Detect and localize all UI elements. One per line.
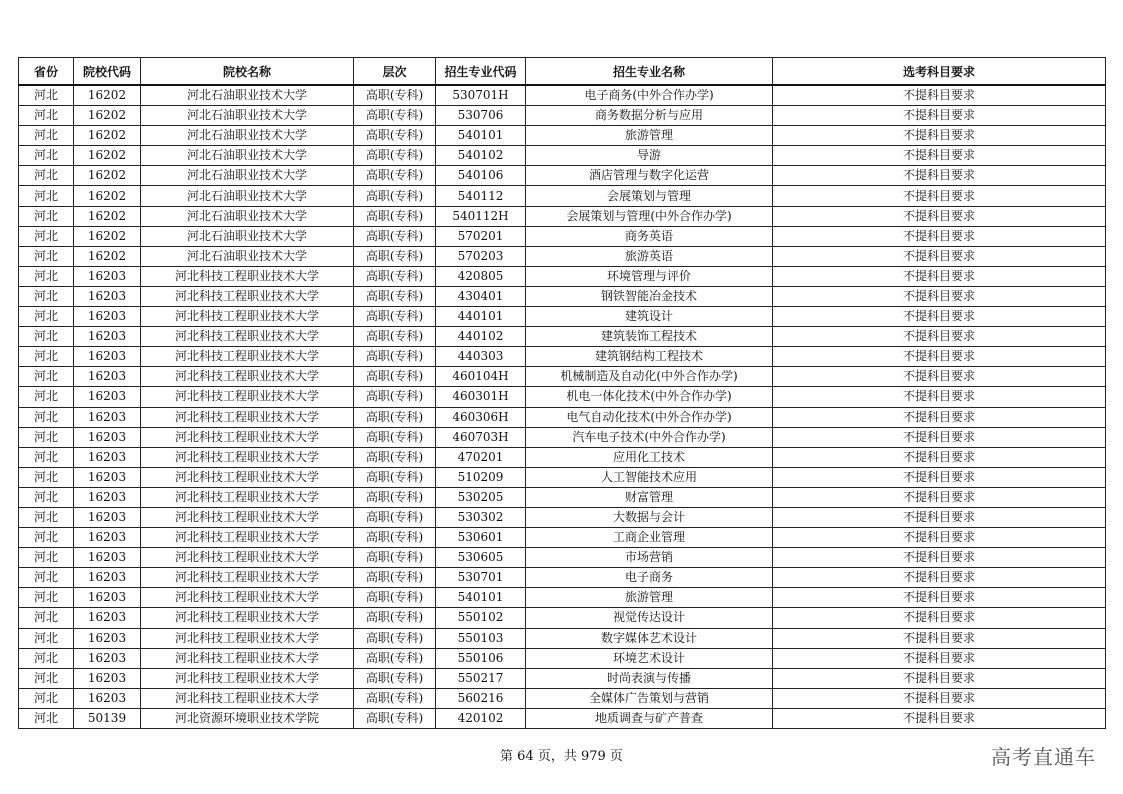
cell-school-code: 16203 bbox=[74, 427, 141, 447]
cell-major-code: 430401 bbox=[436, 286, 526, 306]
cell-school-name: 河北科技工程职业技术大学 bbox=[141, 628, 354, 648]
table-row bbox=[19, 407, 1106, 427]
cell-level: 高职(专科) bbox=[354, 407, 436, 427]
cell-level: 高职(专科) bbox=[354, 367, 436, 387]
cell-school-name: 河北科技工程职业技术大学 bbox=[141, 427, 354, 447]
cell-subject-requirement: 不提科目要求 bbox=[773, 507, 1106, 527]
table-row bbox=[19, 367, 1106, 387]
cell-level: 高职(专科) bbox=[354, 507, 436, 527]
cell-school-code: 16203 bbox=[74, 286, 141, 306]
cell-school-code: 16202 bbox=[74, 106, 141, 126]
watermark-logo-text: 高考直通车 bbox=[991, 745, 1096, 769]
cell-school-code: 16203 bbox=[74, 628, 141, 648]
cell-province: 河北 bbox=[19, 146, 74, 166]
cell-major-name: 旅游管理 bbox=[526, 588, 773, 608]
page-number: 第 64 页，共 979 页 bbox=[500, 749, 623, 764]
cell-school-code: 16203 bbox=[74, 407, 141, 427]
cell-major-name: 建筑钢结构工程技术 bbox=[526, 347, 773, 367]
cell-province: 河北 bbox=[19, 166, 74, 186]
table-row bbox=[19, 608, 1106, 628]
cell-province: 河北 bbox=[19, 447, 74, 467]
cell-major-name: 市场营销 bbox=[526, 548, 773, 568]
cell-school-name: 河北石油职业技术大学 bbox=[141, 206, 354, 226]
header-major-code: 招生专业代码 bbox=[436, 58, 526, 86]
cell-school-name: 河北科技工程职业技术大学 bbox=[141, 568, 354, 588]
cell-level: 高职(专科) bbox=[354, 266, 436, 286]
cell-province: 河北 bbox=[19, 286, 74, 306]
cell-subject-requirement: 不提科目要求 bbox=[773, 628, 1106, 648]
cell-school-code: 16203 bbox=[74, 648, 141, 668]
table-row bbox=[19, 286, 1106, 306]
cell-major-name: 地质调查与矿产普查 bbox=[526, 708, 773, 728]
cell-school-code: 16202 bbox=[74, 85, 141, 106]
cell-level: 高职(专科) bbox=[354, 487, 436, 507]
cell-level: 高职(专科) bbox=[354, 146, 436, 166]
cell-level: 高职(专科) bbox=[354, 648, 436, 668]
cell-major-name: 环境管理与评价 bbox=[526, 266, 773, 286]
cell-major-name: 机械制造及自动化(中外合作办学) bbox=[526, 367, 773, 387]
header-level: 层次 bbox=[354, 58, 436, 86]
cell-province: 河北 bbox=[19, 688, 74, 708]
header-province: 省份 bbox=[19, 58, 74, 86]
cell-school-name: 河北石油职业技术大学 bbox=[141, 226, 354, 246]
cell-major-code: 570201 bbox=[436, 226, 526, 246]
table-row bbox=[19, 186, 1106, 206]
cell-level: 高职(专科) bbox=[354, 568, 436, 588]
cell-province: 河北 bbox=[19, 648, 74, 668]
table-row bbox=[19, 307, 1106, 327]
header-subject-requirement: 选考科目要求 bbox=[773, 58, 1106, 86]
table-row bbox=[19, 347, 1106, 367]
cell-major-code: 540106 bbox=[436, 166, 526, 186]
table-row bbox=[19, 548, 1106, 568]
cell-major-name: 机电一体化技术(中外合作办学) bbox=[526, 387, 773, 407]
cell-major-code: 540101 bbox=[436, 588, 526, 608]
cell-subject-requirement: 不提科目要求 bbox=[773, 648, 1106, 668]
table-row bbox=[19, 327, 1106, 347]
cell-school-code: 16203 bbox=[74, 688, 141, 708]
cell-subject-requirement: 不提科目要求 bbox=[773, 226, 1106, 246]
cell-school-code: 16203 bbox=[74, 347, 141, 367]
cell-level: 高职(专科) bbox=[354, 588, 436, 608]
cell-province: 河北 bbox=[19, 628, 74, 648]
cell-major-code: 420805 bbox=[436, 266, 526, 286]
cell-school-code: 16203 bbox=[74, 447, 141, 467]
cell-school-name: 河北石油职业技术大学 bbox=[141, 106, 354, 126]
cell-school-code: 16202 bbox=[74, 206, 141, 226]
cell-major-name: 视觉传达设计 bbox=[526, 608, 773, 628]
cell-school-code: 16203 bbox=[74, 568, 141, 588]
table-row bbox=[19, 628, 1106, 648]
cell-school-code: 16203 bbox=[74, 487, 141, 507]
cell-school-name: 河北科技工程职业技术大学 bbox=[141, 347, 354, 367]
table-row bbox=[19, 588, 1106, 608]
cell-school-name: 河北科技工程职业技术大学 bbox=[141, 507, 354, 527]
cell-major-code: 540101 bbox=[436, 126, 526, 146]
cell-major-name: 商务英语 bbox=[526, 226, 773, 246]
table-row bbox=[19, 206, 1106, 226]
cell-province: 河北 bbox=[19, 387, 74, 407]
cell-level: 高职(专科) bbox=[354, 608, 436, 628]
table-row bbox=[19, 146, 1106, 166]
cell-major-name: 电气自动化技术(中外合作办学) bbox=[526, 407, 773, 427]
cell-subject-requirement: 不提科目要求 bbox=[773, 608, 1106, 628]
cell-major-code: 540102 bbox=[436, 146, 526, 166]
cell-school-code: 16203 bbox=[74, 266, 141, 286]
header-school-name: 院校名称 bbox=[141, 58, 354, 86]
cell-major-name: 时尚表演与传播 bbox=[526, 668, 773, 688]
cell-major-code: 420102 bbox=[436, 708, 526, 728]
cell-level: 高职(专科) bbox=[354, 106, 436, 126]
cell-school-code: 50139 bbox=[74, 708, 141, 728]
cell-school-name: 河北科技工程职业技术大学 bbox=[141, 387, 354, 407]
cell-school-name: 河北科技工程职业技术大学 bbox=[141, 648, 354, 668]
cell-subject-requirement: 不提科目要求 bbox=[773, 548, 1106, 568]
cell-major-name: 建筑装饰工程技术 bbox=[526, 327, 773, 347]
cell-subject-requirement: 不提科目要求 bbox=[773, 387, 1106, 407]
table-row bbox=[19, 528, 1106, 548]
cell-level: 高职(专科) bbox=[354, 347, 436, 367]
cell-school-code: 16202 bbox=[74, 186, 141, 206]
cell-province: 河北 bbox=[19, 126, 74, 146]
cell-province: 河北 bbox=[19, 367, 74, 387]
table-row bbox=[19, 507, 1106, 527]
cell-major-name: 会展策划与管理(中外合作办学) bbox=[526, 206, 773, 226]
cell-major-code: 460301H bbox=[436, 387, 526, 407]
cell-subject-requirement: 不提科目要求 bbox=[773, 528, 1106, 548]
cell-province: 河北 bbox=[19, 487, 74, 507]
cell-major-name: 钢铁智能冶金技术 bbox=[526, 286, 773, 306]
cell-school-name: 河北科技工程职业技术大学 bbox=[141, 608, 354, 628]
cell-school-name: 河北科技工程职业技术大学 bbox=[141, 588, 354, 608]
cell-level: 高职(专科) bbox=[354, 85, 436, 106]
cell-level: 高职(专科) bbox=[354, 447, 436, 467]
cell-level: 高职(专科) bbox=[354, 186, 436, 206]
cell-major-code: 530605 bbox=[436, 548, 526, 568]
cell-school-code: 16202 bbox=[74, 166, 141, 186]
table-row bbox=[19, 246, 1106, 266]
cell-subject-requirement: 不提科目要求 bbox=[773, 106, 1106, 126]
cell-level: 高职(专科) bbox=[354, 708, 436, 728]
cell-school-name: 河北科技工程职业技术大学 bbox=[141, 307, 354, 327]
cell-subject-requirement: 不提科目要求 bbox=[773, 85, 1106, 106]
cell-subject-requirement: 不提科目要求 bbox=[773, 126, 1106, 146]
cell-school-name: 河北科技工程职业技术大学 bbox=[141, 286, 354, 306]
cell-major-code: 460306H bbox=[436, 407, 526, 427]
cell-major-code: 550103 bbox=[436, 628, 526, 648]
cell-major-code: 530302 bbox=[436, 507, 526, 527]
cell-school-code: 16203 bbox=[74, 588, 141, 608]
table-row bbox=[19, 387, 1106, 407]
cell-school-code: 16203 bbox=[74, 367, 141, 387]
cell-subject-requirement: 不提科目要求 bbox=[773, 568, 1106, 588]
cell-major-code: 440101 bbox=[436, 307, 526, 327]
cell-province: 河北 bbox=[19, 85, 74, 106]
cell-major-name: 全媒体广告策划与营销 bbox=[526, 688, 773, 708]
table-body bbox=[19, 85, 1106, 729]
cell-major-code: 460703H bbox=[436, 427, 526, 447]
cell-level: 高职(专科) bbox=[354, 528, 436, 548]
cell-subject-requirement: 不提科目要求 bbox=[773, 206, 1106, 226]
cell-major-code: 460104H bbox=[436, 367, 526, 387]
cell-school-name: 河北科技工程职业技术大学 bbox=[141, 668, 354, 688]
table-row bbox=[19, 688, 1106, 708]
cell-level: 高职(专科) bbox=[354, 246, 436, 266]
cell-major-name: 人工智能技术应用 bbox=[526, 467, 773, 487]
cell-province: 河北 bbox=[19, 206, 74, 226]
cell-school-code: 16203 bbox=[74, 327, 141, 347]
cell-subject-requirement: 不提科目要求 bbox=[773, 146, 1106, 166]
cell-subject-requirement: 不提科目要求 bbox=[773, 327, 1106, 347]
cell-province: 河北 bbox=[19, 608, 74, 628]
cell-major-code: 470201 bbox=[436, 447, 526, 467]
cell-subject-requirement: 不提科目要求 bbox=[773, 166, 1106, 186]
cell-major-name: 电子商务 bbox=[526, 568, 773, 588]
table-row bbox=[19, 166, 1106, 186]
cell-province: 河北 bbox=[19, 568, 74, 588]
cell-school-name: 河北石油职业技术大学 bbox=[141, 166, 354, 186]
cell-school-name: 河北资源环境职业技术学院 bbox=[141, 708, 354, 728]
header-row bbox=[19, 58, 1106, 86]
header-major-name: 招生专业名称 bbox=[526, 58, 773, 86]
table-row bbox=[19, 85, 1106, 106]
table-row bbox=[19, 467, 1106, 487]
cell-major-name: 商务数据分析与应用 bbox=[526, 106, 773, 126]
cell-subject-requirement: 不提科目要求 bbox=[773, 367, 1106, 387]
cell-province: 河北 bbox=[19, 427, 74, 447]
admissions-table bbox=[18, 57, 1106, 729]
table-row bbox=[19, 106, 1106, 126]
table-row bbox=[19, 427, 1106, 447]
cell-subject-requirement: 不提科目要求 bbox=[773, 186, 1106, 206]
cell-province: 河北 bbox=[19, 186, 74, 206]
cell-major-name: 导游 bbox=[526, 146, 773, 166]
cell-school-name: 河北石油职业技术大学 bbox=[141, 146, 354, 166]
table-row bbox=[19, 266, 1106, 286]
cell-subject-requirement: 不提科目要求 bbox=[773, 427, 1106, 447]
cell-major-code: 550217 bbox=[436, 668, 526, 688]
cell-major-name: 数字媒体艺术设计 bbox=[526, 628, 773, 648]
cell-province: 河北 bbox=[19, 467, 74, 487]
cell-school-name: 河北科技工程职业技术大学 bbox=[141, 688, 354, 708]
cell-major-code: 530701H bbox=[436, 85, 526, 106]
cell-major-code: 540112H bbox=[436, 206, 526, 226]
cell-subject-requirement: 不提科目要求 bbox=[773, 487, 1106, 507]
cell-province: 河北 bbox=[19, 327, 74, 347]
cell-major-name: 应用化工技术 bbox=[526, 447, 773, 467]
cell-major-code: 530601 bbox=[436, 528, 526, 548]
cell-school-code: 16202 bbox=[74, 226, 141, 246]
cell-subject-requirement: 不提科目要求 bbox=[773, 668, 1106, 688]
cell-province: 河北 bbox=[19, 507, 74, 527]
cell-major-code: 560216 bbox=[436, 688, 526, 708]
cell-school-name: 河北科技工程职业技术大学 bbox=[141, 266, 354, 286]
cell-school-code: 16203 bbox=[74, 528, 141, 548]
cell-major-name: 酒店管理与数字化运营 bbox=[526, 166, 773, 186]
cell-major-name: 环境艺术设计 bbox=[526, 648, 773, 668]
cell-subject-requirement: 不提科目要求 bbox=[773, 246, 1106, 266]
cell-major-name: 会展策划与管理 bbox=[526, 186, 773, 206]
cell-major-code: 550102 bbox=[436, 608, 526, 628]
cell-school-name: 河北科技工程职业技术大学 bbox=[141, 467, 354, 487]
cell-major-code: 530706 bbox=[436, 106, 526, 126]
cell-school-code: 16203 bbox=[74, 387, 141, 407]
cell-subject-requirement: 不提科目要求 bbox=[773, 407, 1106, 427]
cell-subject-requirement: 不提科目要求 bbox=[773, 266, 1106, 286]
cell-school-name: 河北科技工程职业技术大学 bbox=[141, 528, 354, 548]
cell-school-name: 河北科技工程职业技术大学 bbox=[141, 548, 354, 568]
cell-major-name: 旅游管理 bbox=[526, 126, 773, 146]
cell-level: 高职(专科) bbox=[354, 286, 436, 306]
table-row bbox=[19, 126, 1106, 146]
cell-level: 高职(专科) bbox=[354, 307, 436, 327]
cell-level: 高职(专科) bbox=[354, 467, 436, 487]
cell-school-name: 河北科技工程职业技术大学 bbox=[141, 487, 354, 507]
cell-major-name: 财富管理 bbox=[526, 487, 773, 507]
table-row bbox=[19, 668, 1106, 688]
cell-major-name: 电子商务(中外合作办学) bbox=[526, 85, 773, 106]
cell-school-code: 16203 bbox=[74, 467, 141, 487]
table-header bbox=[19, 58, 1106, 86]
cell-subject-requirement: 不提科目要求 bbox=[773, 688, 1106, 708]
cell-province: 河北 bbox=[19, 407, 74, 427]
cell-province: 河北 bbox=[19, 528, 74, 548]
cell-school-code: 16202 bbox=[74, 126, 141, 146]
cell-province: 河北 bbox=[19, 226, 74, 246]
cell-subject-requirement: 不提科目要求 bbox=[773, 307, 1106, 327]
cell-major-code: 530701 bbox=[436, 568, 526, 588]
cell-school-code: 16203 bbox=[74, 668, 141, 688]
table-row bbox=[19, 648, 1106, 668]
cell-level: 高职(专科) bbox=[354, 427, 436, 447]
cell-major-code: 570203 bbox=[436, 246, 526, 266]
cell-level: 高职(专科) bbox=[354, 226, 436, 246]
cell-subject-requirement: 不提科目要求 bbox=[773, 347, 1106, 367]
cell-level: 高职(专科) bbox=[354, 688, 436, 708]
cell-major-code: 440102 bbox=[436, 327, 526, 347]
header-school-code: 院校代码 bbox=[74, 58, 141, 86]
cell-school-name: 河北石油职业技术大学 bbox=[141, 85, 354, 106]
cell-subject-requirement: 不提科目要求 bbox=[773, 286, 1106, 306]
cell-level: 高职(专科) bbox=[354, 327, 436, 347]
cell-school-code: 16203 bbox=[74, 507, 141, 527]
cell-major-code: 510209 bbox=[436, 467, 526, 487]
table-row bbox=[19, 708, 1106, 728]
cell-subject-requirement: 不提科目要求 bbox=[773, 708, 1106, 728]
cell-school-code: 16203 bbox=[74, 608, 141, 628]
cell-province: 河北 bbox=[19, 548, 74, 568]
cell-major-name: 工商企业管理 bbox=[526, 528, 773, 548]
cell-province: 河北 bbox=[19, 347, 74, 367]
table-row bbox=[19, 568, 1106, 588]
table-row bbox=[19, 447, 1106, 467]
cell-province: 河北 bbox=[19, 246, 74, 266]
cell-level: 高职(专科) bbox=[354, 126, 436, 146]
cell-major-code: 550106 bbox=[436, 648, 526, 668]
cell-subject-requirement: 不提科目要求 bbox=[773, 447, 1106, 467]
cell-school-name: 河北石油职业技术大学 bbox=[141, 186, 354, 206]
cell-school-name: 河北科技工程职业技术大学 bbox=[141, 407, 354, 427]
admissions-table-container bbox=[18, 57, 1105, 729]
table-row bbox=[19, 226, 1106, 246]
table-row bbox=[19, 487, 1106, 507]
cell-school-code: 16202 bbox=[74, 146, 141, 166]
cell-school-name: 河北石油职业技术大学 bbox=[141, 246, 354, 266]
cell-level: 高职(专科) bbox=[354, 387, 436, 407]
cell-school-code: 16202 bbox=[74, 246, 141, 266]
cell-subject-requirement: 不提科目要求 bbox=[773, 467, 1106, 487]
cell-school-code: 16203 bbox=[74, 548, 141, 568]
cell-major-name: 旅游英语 bbox=[526, 246, 773, 266]
cell-major-code: 540112 bbox=[436, 186, 526, 206]
cell-province: 河北 bbox=[19, 106, 74, 126]
cell-major-code: 440303 bbox=[436, 347, 526, 367]
cell-school-name: 河北科技工程职业技术大学 bbox=[141, 367, 354, 387]
cell-level: 高职(专科) bbox=[354, 548, 436, 568]
cell-province: 河北 bbox=[19, 588, 74, 608]
cell-level: 高职(专科) bbox=[354, 206, 436, 226]
cell-subject-requirement: 不提科目要求 bbox=[773, 588, 1106, 608]
cell-province: 河北 bbox=[19, 708, 74, 728]
cell-province: 河北 bbox=[19, 307, 74, 327]
cell-major-name: 建筑设计 bbox=[526, 307, 773, 327]
cell-major-name: 汽车电子技术(中外合作办学) bbox=[526, 427, 773, 447]
cell-school-code: 16203 bbox=[74, 307, 141, 327]
cell-school-name: 河北科技工程职业技术大学 bbox=[141, 327, 354, 347]
cell-province: 河北 bbox=[19, 668, 74, 688]
cell-major-code: 530205 bbox=[436, 487, 526, 507]
cell-major-name: 大数据与会计 bbox=[526, 507, 773, 527]
cell-school-name: 河北科技工程职业技术大学 bbox=[141, 447, 354, 467]
cell-level: 高职(专科) bbox=[354, 668, 436, 688]
cell-level: 高职(专科) bbox=[354, 628, 436, 648]
cell-level: 高职(专科) bbox=[354, 166, 436, 186]
cell-province: 河北 bbox=[19, 266, 74, 286]
cell-school-name: 河北石油职业技术大学 bbox=[141, 126, 354, 146]
